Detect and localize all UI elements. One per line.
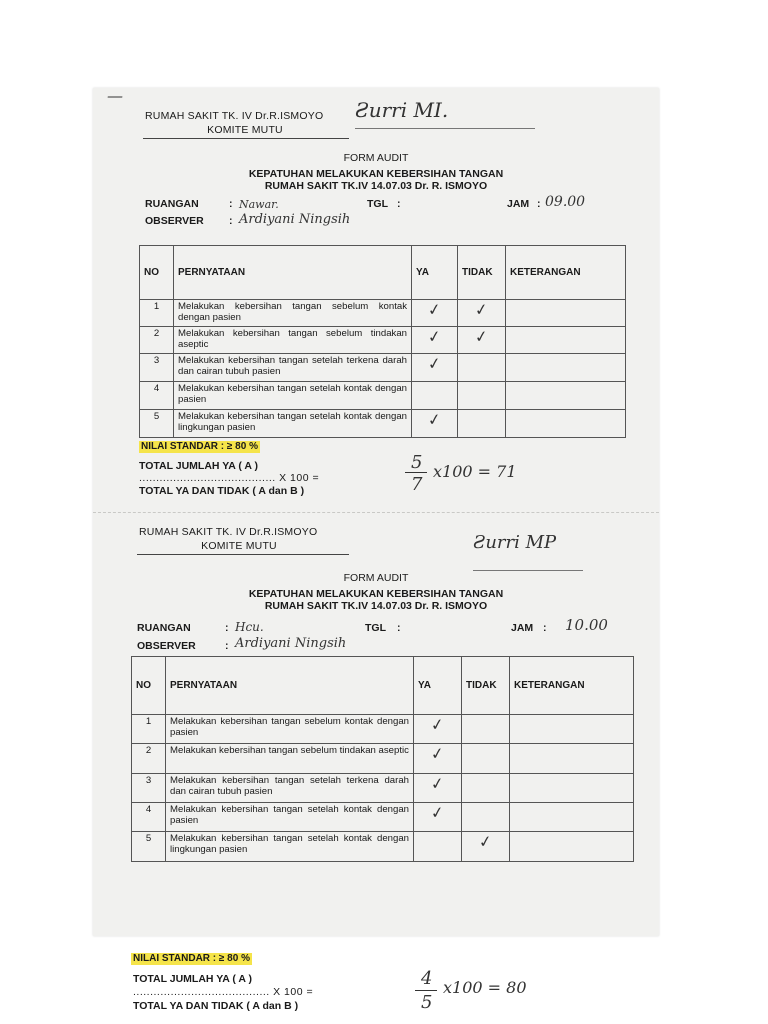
- tidak-check-mark: [462, 352, 501, 357]
- tidak-check-mark: [466, 772, 505, 777]
- tidak-check-mark: [462, 380, 501, 385]
- corner-pen-mark: —: [107, 86, 123, 105]
- ruangan-colon: :: [225, 622, 229, 634]
- tgl-colon: :: [397, 198, 401, 210]
- committee-name: KOMITE MUTU: [201, 540, 277, 552]
- row-statement: Melakukan kebersihan tangan sebelum kontak dengan pasien: [174, 300, 412, 327]
- ya-check-mark: ✓: [426, 326, 443, 347]
- col-header-keterangan: KETERANGAN: [510, 657, 634, 715]
- calc-numerator: 5: [411, 452, 423, 473]
- tidak-check-mark: ✓: [473, 299, 490, 320]
- ya-check-mark: [418, 830, 457, 835]
- row-number: 2: [140, 327, 174, 354]
- row-keterangan: [506, 410, 626, 438]
- form-subtitle-1: KEPATUHAN MELAKUKAN KEBERSIHAN TANGAN: [248, 168, 504, 180]
- row-keterangan: [510, 744, 634, 774]
- total-ya-label: TOTAL JUMLAH YA ( A ): [139, 460, 259, 472]
- header-underline: [143, 138, 349, 139]
- table-row: [132, 744, 634, 774]
- row-number: 3: [140, 354, 174, 382]
- ya-check-mark: ✓: [429, 714, 446, 735]
- form-title: FORM AUDIT: [343, 152, 409, 164]
- row-keterangan: [510, 774, 634, 803]
- total-ya-label: TOTAL JUMLAH YA ( A ): [133, 973, 253, 985]
- ya-check-mark: ✓: [429, 802, 446, 823]
- table-row: [140, 410, 626, 438]
- nilai-standar-highlight: NILAI STANDAR : ≥ 80 %: [133, 953, 250, 964]
- dots-x100: ........................................ X 100 =: [139, 472, 320, 484]
- form-title: FORM AUDIT: [343, 572, 409, 584]
- handwritten-note: Ƨurri MP: [473, 532, 557, 553]
- jam-label: JAM: [507, 198, 530, 210]
- ya-check-mark: ✓: [429, 773, 446, 794]
- handwritten-note: Ƨurri MI.: [355, 98, 449, 122]
- tidak-check-mark: [466, 801, 505, 806]
- tidak-check-mark: [466, 742, 505, 747]
- table-row: [140, 382, 626, 410]
- audit-table: [131, 656, 634, 862]
- total-ya-tidak-label: TOTAL YA DAN TIDAK ( A dan B ): [139, 485, 305, 497]
- table-row: [140, 327, 626, 354]
- observer-colon: :: [225, 640, 229, 652]
- jam-value: 09.00: [545, 194, 586, 210]
- row-statement: Melakukan kebersihan tangan setelah kontak dengan pasien: [166, 803, 414, 832]
- col-header-keterangan: KETERANGAN: [506, 246, 626, 300]
- calc-result: x100 = 71: [433, 462, 517, 481]
- hospital-name: RUMAH SAKIT TK. IV Dr.R.ISMOYO: [145, 110, 324, 122]
- jam-colon: :: [537, 198, 541, 210]
- row-statement: Melakukan kebersihan tangan sebelum kontak dengan pasien: [166, 715, 414, 744]
- table-row: [140, 354, 626, 382]
- hospital-name: RUMAH SAKIT TK. IV Dr.R.ISMOYO: [139, 526, 318, 538]
- observer-value: Ardiyani Ningsih: [235, 636, 347, 651]
- header-underline: [137, 554, 349, 555]
- col-header-ya: YA: [412, 246, 458, 300]
- observer-value: Ardiyani Ningsih: [239, 212, 351, 227]
- tidak-check-mark: ✓: [473, 326, 490, 347]
- col-header-statement: PERNYATAAN: [174, 246, 412, 300]
- table-header-row: [132, 657, 634, 715]
- tidak-check-mark: ✓: [477, 831, 494, 852]
- row-statement: Melakukan kebersihan tangan setelah kontak dengan lingkungan pasien: [174, 410, 412, 438]
- row-number: 4: [140, 382, 174, 410]
- form-subtitle-2: RUMAH SAKIT TK.IV 14.07.03 Dr. R. ISMOYO: [264, 600, 488, 612]
- form-subtitle-1: KEPATUHAN MELAKUKAN KEBERSIHAN TANGAN: [248, 588, 504, 600]
- note-underline: [355, 128, 535, 129]
- row-statement: Melakukan kebersihan tangan sebelum tindakan aseptic: [166, 744, 414, 774]
- form-subtitle-2: RUMAH SAKIT TK.IV 14.07.03 Dr. R. ISMOYO: [264, 180, 488, 192]
- ruangan-label: RUANGAN: [145, 198, 199, 210]
- row-statement: Melakukan kebersihan tangan setelah terkena darah dan cairan tubuh pasien: [166, 774, 414, 803]
- col-header-tidak: TIDAK: [462, 657, 510, 715]
- row-number: 4: [132, 803, 166, 832]
- col-header-no: NO: [132, 657, 166, 715]
- calc-denominator: 5: [421, 992, 433, 1013]
- calc-denominator: 7: [411, 474, 423, 495]
- row-statement: Melakukan kebersihan tangan setelah kontak dengan pasien: [174, 382, 412, 410]
- ya-check-mark: ✓: [426, 299, 443, 320]
- tgl-label: TGL: [365, 622, 386, 634]
- row-number: 1: [140, 300, 174, 327]
- calc-fraction-bar: [405, 472, 427, 473]
- col-header-no: NO: [140, 246, 174, 300]
- row-number: 1: [132, 715, 166, 744]
- col-header-tidak: TIDAK: [458, 246, 506, 300]
- observer-label: OBSERVER: [137, 640, 196, 652]
- table-row: [132, 774, 634, 803]
- row-keterangan: [506, 300, 626, 327]
- row-keterangan: [506, 382, 626, 410]
- ruangan-label: RUANGAN: [137, 622, 191, 634]
- table-row: [140, 300, 626, 327]
- tidak-check-mark: [462, 408, 501, 413]
- table-row: [132, 803, 634, 832]
- paper-sheet: [93, 86, 659, 1013]
- table-row: [132, 832, 634, 862]
- row-number: 3: [132, 774, 166, 803]
- tgl-label: TGL: [367, 198, 388, 210]
- row-keterangan: [506, 327, 626, 354]
- form-divider: [93, 512, 659, 513]
- observer-colon: :: [229, 215, 233, 227]
- calc-fraction-bar: [415, 990, 437, 991]
- total-ya-tidak-label: TOTAL YA DAN TIDAK ( A dan B ): [133, 1000, 299, 1012]
- calc-result: x100 = 80: [443, 978, 527, 997]
- note-underline: [473, 570, 583, 571]
- jam-label: JAM: [511, 622, 534, 634]
- row-number: 5: [132, 832, 166, 862]
- row-number: 2: [132, 744, 166, 774]
- ruangan-value: Hcu.: [235, 620, 264, 634]
- jam-colon: :: [543, 622, 547, 634]
- row-statement: Melakukan kebersihan tangan sebelum tindakan aseptic: [174, 327, 412, 354]
- audit-table: [139, 245, 626, 438]
- row-keterangan: [506, 354, 626, 382]
- row-number: 5: [140, 410, 174, 438]
- ruangan-colon: :: [229, 198, 233, 210]
- jam-value: 10.00: [565, 616, 608, 634]
- dots-x100: ........................................ X 100 =: [133, 986, 314, 998]
- observer-label: OBSERVER: [145, 215, 204, 227]
- ruangan-value: Nawar.: [239, 198, 279, 211]
- row-keterangan: [510, 715, 634, 744]
- nilai-standar-highlight: NILAI STANDAR : ≥ 80 %: [141, 441, 258, 452]
- row-keterangan: [510, 803, 634, 832]
- row-statement: Melakukan kebersihan tangan setelah terkena darah dan cairan tubuh pasien: [174, 354, 412, 382]
- committee-name: KOMITE MUTU: [207, 124, 283, 136]
- ya-check-mark: [416, 380, 453, 385]
- table-header-row: [140, 246, 626, 300]
- tidak-check-mark: [466, 713, 505, 718]
- col-header-ya: YA: [414, 657, 462, 715]
- ya-check-mark: ✓: [429, 743, 446, 764]
- tgl-colon: :: [397, 622, 401, 634]
- calc-numerator: 4: [421, 968, 433, 989]
- row-statement: Melakukan kebersihan tangan setelah kontak dengan lingkungan pasien: [166, 832, 414, 862]
- table-row: [132, 715, 634, 744]
- col-header-statement: PERNYATAAN: [166, 657, 414, 715]
- ya-check-mark: ✓: [426, 353, 443, 374]
- row-keterangan: [510, 832, 634, 862]
- ya-check-mark: ✓: [426, 409, 443, 430]
